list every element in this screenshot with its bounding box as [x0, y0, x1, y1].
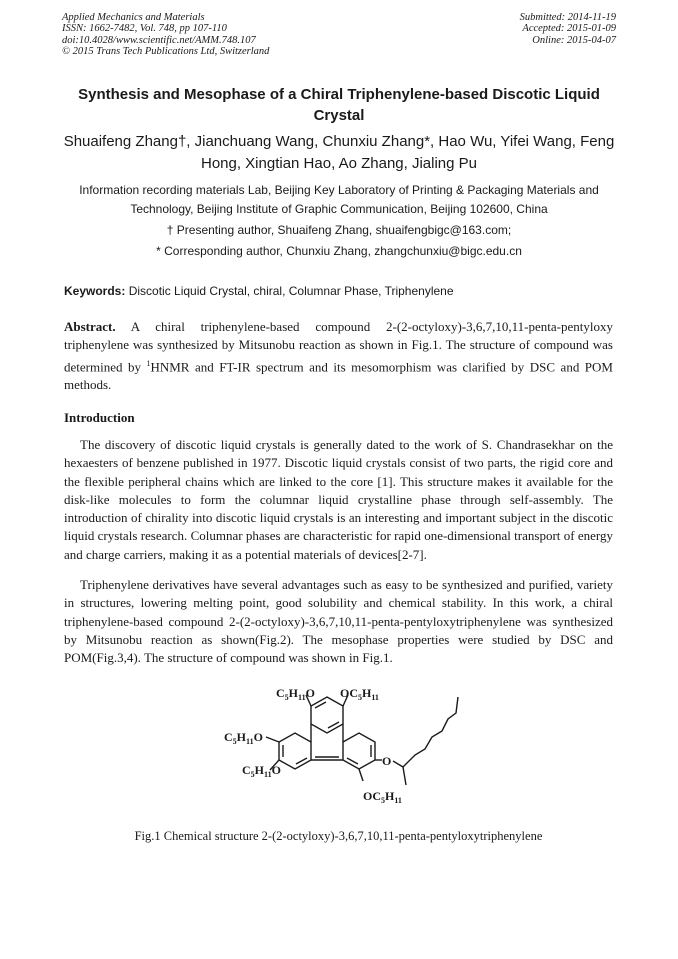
triphenylene-structure [200, 677, 480, 812]
submitted-date: Submitted: 2014-11-19 [519, 12, 616, 23]
presenting-author-note: † Presenting author, Shuaifeng Zhang, shuaifengbigc@163.com; [166, 223, 512, 237]
introduction-paragraph-2: Triphenylene derivatives have several advantages such as easy to be synthesized and purified, variety in structures, lowering melting point, good solubility and chemical stability. In this work, a chiral triphenylene-based compound 2-(2-octyloxy)-3,6,7,10,11-penta-pentyloxytriphenylene was synthesized by Mitsunobu reaction as shown(Fig.2). The mesophase properties were studied by DSC and POM(Fig.3,4). The structure of compound was shown in Fig.1. [64, 577, 613, 666]
abstract [64, 318, 613, 395]
chemical-structure-figure [200, 677, 480, 812]
keywords [64, 283, 624, 299]
doi: doi:10.4028/www.scientific.net/AMM.748.107 [62, 34, 256, 46]
copyright: © 2015 Trans Tech Publications Ltd, Switzerland [62, 46, 270, 58]
label-top-right: $OC_5H_{11}$ [340, 686, 379, 702]
introduction-paragraph-1: The discovery of discotic liquid crystals is generally dated to the work of S. Chandrasekhar on the hexaesters of benzene published in 1977. Discotic liquid crystals consist of two parts, the rigid core and the flexible peripheral chains which are linked to the core [1]. This structure makes it available for the disk-like molecules to form the columnar liquid crystalline phase through self-assembly. The introduction of chirality into discotic liquid crystals is an interesting and important subject in the discotic liquid crystals research. Columnar phases are characteristic for rapid one-dimensional transport of energy and charge carriers, making it as a potential materials of devices[2-7]. [64, 437, 613, 562]
abstract-text-part2: HNMR and FT-IR spectrum and its mesomorphism was clarified by DSC and POM methods. [64, 358, 613, 393]
author-list: Shuaifeng Zhang†, Jianchuang Wang, Chunxiu Zhang*, Hao Wu, Yifei Wang, Feng Hong, Xingtian Hao, Ao Zhang, Jialing Pu [63, 133, 615, 172]
label-right-lower: $OC_5H_{11}$ [363, 789, 402, 805]
label-left-lower: $C_5H_{11}O$ [242, 763, 281, 779]
abstract-text-part1: A chiral triphenylene-based compound 2-(2-octyloxy)-3,6,7,10,11-penta-pentyloxy triphenylene was synthesized by Mitsunobu reaction as shown in Fig.1. The structure of compound was determined by [64, 319, 613, 374]
abstract-superscript: 1 [146, 358, 151, 368]
label-oxygen: O [382, 754, 392, 768]
paper-title: Synthesis and Mesophase of a Chiral Triphenylene-based Discotic Liquid Crystal [78, 86, 600, 124]
corresponding-author-note: * Corresponding author, Chunxiu Zhang, zhangchunxiu@bigc.edu.cn [156, 244, 522, 258]
keywords-label: Keywords: [64, 284, 126, 298]
affiliation: Information recording materials Lab, Beijing Key Laboratory of Printing & Packaging Materials and Technology, Beijing Institute of Graphic Communication, Beijing 102600, China [79, 183, 599, 216]
online-date: Online: 2015-04-07 [532, 34, 616, 46]
keywords-text: Discotic Liquid Crystal, chiral, Columnar Phase, Triphenylene [128, 284, 454, 298]
dates-header [520, 12, 616, 46]
issn: ISSN: 1662-7482, Vol. 748, pp 107-110 [62, 23, 227, 35]
figure-caption: Fig.1 Chemical structure 2-(2-octyloxy)-3,6,7,10,11-penta-pentyloxytriphenylene [134, 829, 543, 843]
introduction-heading: Introduction [64, 410, 135, 425]
journal-header [62, 12, 269, 58]
accepted-date: Accepted: 2015-01-09 [522, 23, 616, 35]
journal-name: Applied Mechanics and Materials [62, 12, 205, 23]
label-top-left: $C_5H_{11}O$ [276, 686, 315, 702]
molecule-bonds [266, 695, 458, 785]
abstract-label: Abstract. [64, 319, 116, 334]
label-left-upper: $C_5H_{11}O$ [224, 730, 263, 746]
